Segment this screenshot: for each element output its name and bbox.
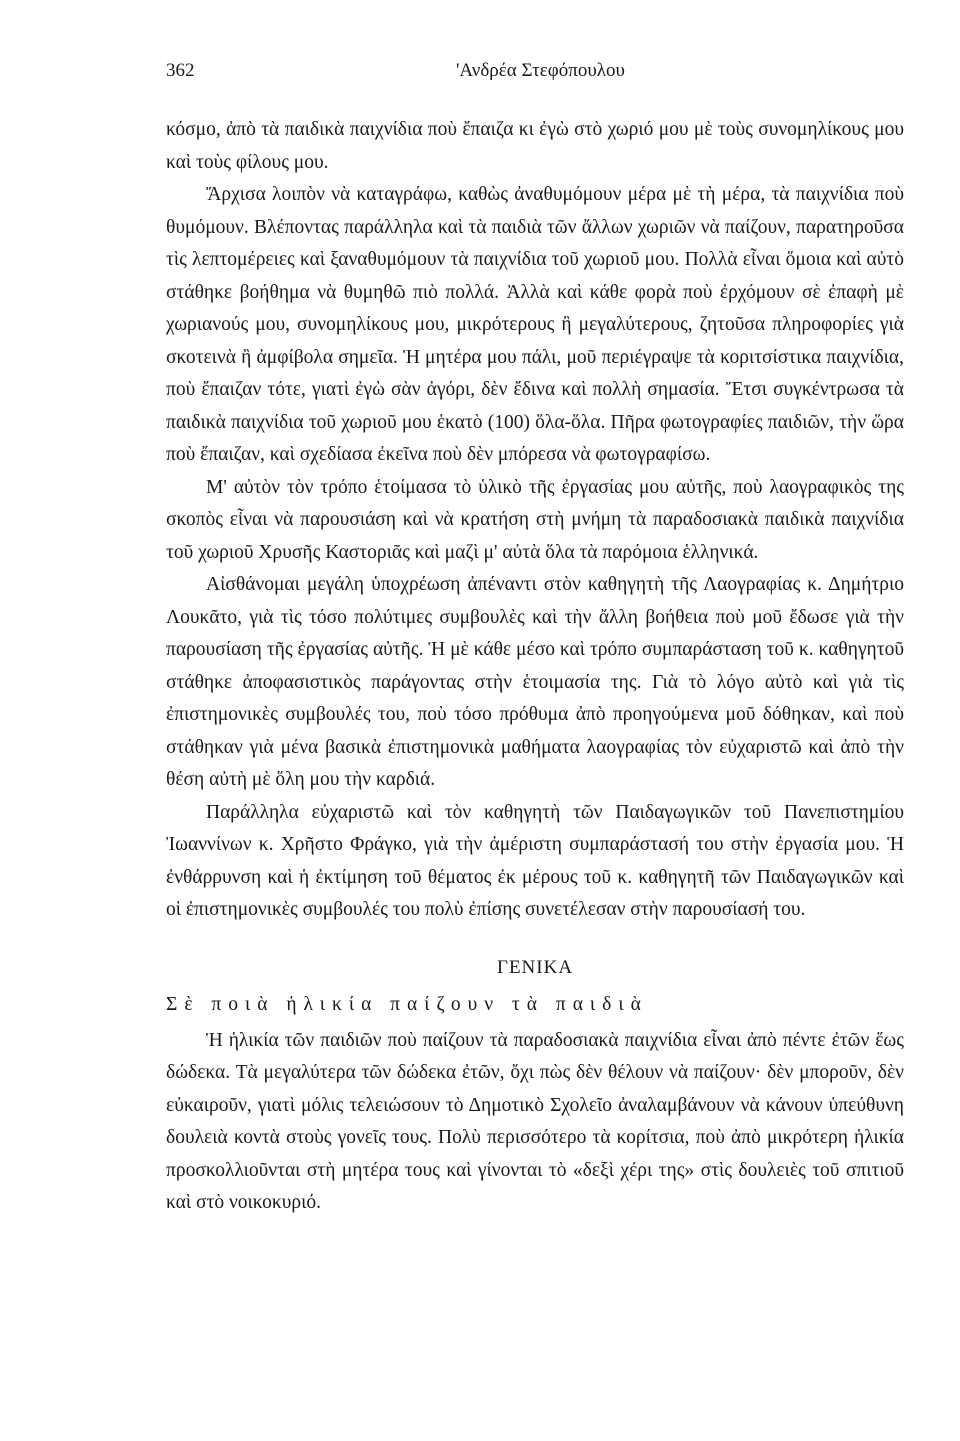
paragraph-purpose: Μ' αὐτὸν τὸν τρόπο ἑτοίμασα τὸ ὑλικὸ τῆς ἐργασίας μου αὐτῆς, ποὺ λαογραφικὸς της σκοπὸς εἶναι νὰ παρουσιάση καὶ νὰ κρατήση στὴ μνήμη τὰ παραδοσιακὰ παιδικὰ παιχνίδια τοῦ χωριοῦ Χρυσῆς Καστοριᾶς καὶ μαζὶ μ' αὐτὰ ὅλα τὰ παρόμοια ἑλληνικά. bbox=[166, 476, 904, 563]
paragraph-age: Ἡ ἡλικία τῶν παιδιῶν ποὺ παίζουν τὰ παραδοσιακὰ παιχνίδια εἶναι ἀπὸ πέντε ἐτῶν ἕως δώδεκα. Τὰ μεγαλύτερα τῶν δώδεκα ἐτῶν, ὄχι πὼς δὲν θέλουν νὰ παίζουν· δὲν μποροῦν, δὲν εὐκαιροῦν, γιατὶ μόλις τελειώσουν τὸ Δημοτικὸ Σχολεῖο ἀναλαμβάνουν νὰ κάνουν ὑπεύθυνη δουλειὰ κοντὰ στοὺς γονεῖς τους. Πολὺ περισσότερο τὰ κορίτσια, ποὺ ἀπὸ μικρότερη ἡλικία προσκολλιοῦνται στὴ μητέρα τους καὶ γίνονται τὸ «δεξὶ χέρι της» στὶς δουλειὲς τοῦ σπιτιοῦ καὶ στὸ νοικοκυριό. bbox=[166, 1029, 904, 1213]
section-heading: ΓΕΝΙΚΑ bbox=[496, 956, 574, 978]
paragraph-acknowledgement-loukatos: Αἰσθάνομαι μεγάλη ὑποχρέωση ἀπέναντι στὸν καθηγητὴ τῆς Λαογραφίας κ. Δημήτριο Λουκᾶτο, γιὰ τὶς τόσο πολύτιμες συμβουλὲς καὶ τὴν ἄλλη βοήθεια ποὺ μοῦ ἔδωσε γιὰ τὴν παρουσίαση τῆς ἐργασίας αὐτῆς. Ἡ μὲ κάθε μέσο καὶ τρόπο συμπαράσταση τοῦ κ. καθηγητοῦ στάθηκε ἀποφασιστικὸς παράγοντας στὴν ἑτοιμασία της. Γιὰ τὸ λόγο αὐτὸ καὶ γιὰ τὶς ἐπιστημονικὲς συμβουλές του, ποὺ τόσο πρόθυμα ἀπὸ προηγούμενα μοῦ δόθηκαν, καὶ ποὺ στάθηκαν γιὰ μένα βασικὰ ἐπιστημονικὰ μαθήματα λαογραφίας τὸν εὐχαριστῶ καὶ ἀπὸ τὴν θέση αὐτὴ μὲ ὅλη μου τὴν καρδιά. bbox=[166, 574, 904, 790]
paragraph-acknowledgement-fragkos: Παράλληλα εὐχαριστῶ καὶ τὸν καθηγητὴ τῶν Παιδαγωγικῶν τοῦ Πανεπιστημίου Ἰωαννίνων κ. Χρῆστο Φράγκο, γιὰ τὴν ἀμέριστη συμπαράστασή του στὴν ἐργασία μου. Ἡ ἐνθάρρυνση καὶ ἡ ἐκτίμηση τοῦ θέματος ἐκ μέρους τοῦ κ. καθηγητῆ τῶν Παιδαγωγικῶν καὶ οἱ ἐπιστημονικὲς συμβουλές του πολὺ ἐπίσης συνετέλεσαν στὴν παρουσίασή του. bbox=[166, 801, 904, 920]
paragraph-collection-method: Ἄρχισα λοιπὸν νὰ καταγράφω, καθὼς ἀναθυμόμουν μέρα μὲ τὴ μέρα, τὰ παιχνίδια ποὺ θυμόμουν. Βλέποντας παράλληλα καὶ τὰ παιδιὰ τῶν ἄλλων χωριῶν νὰ παίζουν, παρατηροῦσα τὶς λεπτομέρειες καὶ ξαναθυμόμουν τὰ παιχνίδια τοῦ χωριοῦ μου. Πολλὰ εἶναι ὅμοια καὶ αὐτὸ στάθηκε βοήθημα νὰ θυμηθῶ πιὸ πολλά. Ἀλλὰ καὶ κάθε φορὰ ποὺ ἐρχόμουν σὲ ἐπαφὴ μὲ χωριανούς μου, συνομηλίκους μου, μικρότερους ἢ μεγαλύτερους, ζητοῦσα πληροφορίες γιὰ σκοτεινὰ ἢ ἀμφίβολα σημεῖα. Ἡ μητέρα μου πάλι, μοῦ περιέγραψε τὰ κοριτσίστικα παιχνίδια, ποὺ ἔπαιζαν τότε, γιατὶ ἐγὼ σὰν ἀγόρι, δὲν ἔδινα καὶ πολλὴ σημασία. Ἔτσι συγκέντρωσα τὰ παιδικὰ παιχνίδια τοῦ χωριοῦ μου ἑκατὸ (100) ὅλα-ὅλα. Πῆρα φωτογραφίες παιδιῶν, τὴν ὥρα ποὺ ἔπαιζαν, καὶ σχεδίασα ἐκεῖνα ποὺ δὲν μπόρεσα νὰ φωτογραφίσω. bbox=[166, 184, 904, 465]
paragraph-continuation: κόσμο, ἀπὸ τὰ παιδικὰ παιχνίδια ποὺ ἔπαιζα κι ἐγὼ στὸ χωριό μου μὲ τοὺς συνομηλίκους μου καὶ τοὺς φίλους μου. bbox=[166, 119, 904, 173]
body-text bbox=[166, 114, 904, 1220]
subsection-heading: Σὲ ποιὰ ἡλικία παίζουν τὰ παιδιὰ bbox=[166, 993, 648, 1015]
running-header bbox=[166, 60, 904, 94]
book-page bbox=[166, 60, 904, 1220]
running-title: 'Ανδρέα Στεφόπουλου bbox=[456, 60, 625, 81]
page-number: 362 bbox=[166, 60, 195, 81]
